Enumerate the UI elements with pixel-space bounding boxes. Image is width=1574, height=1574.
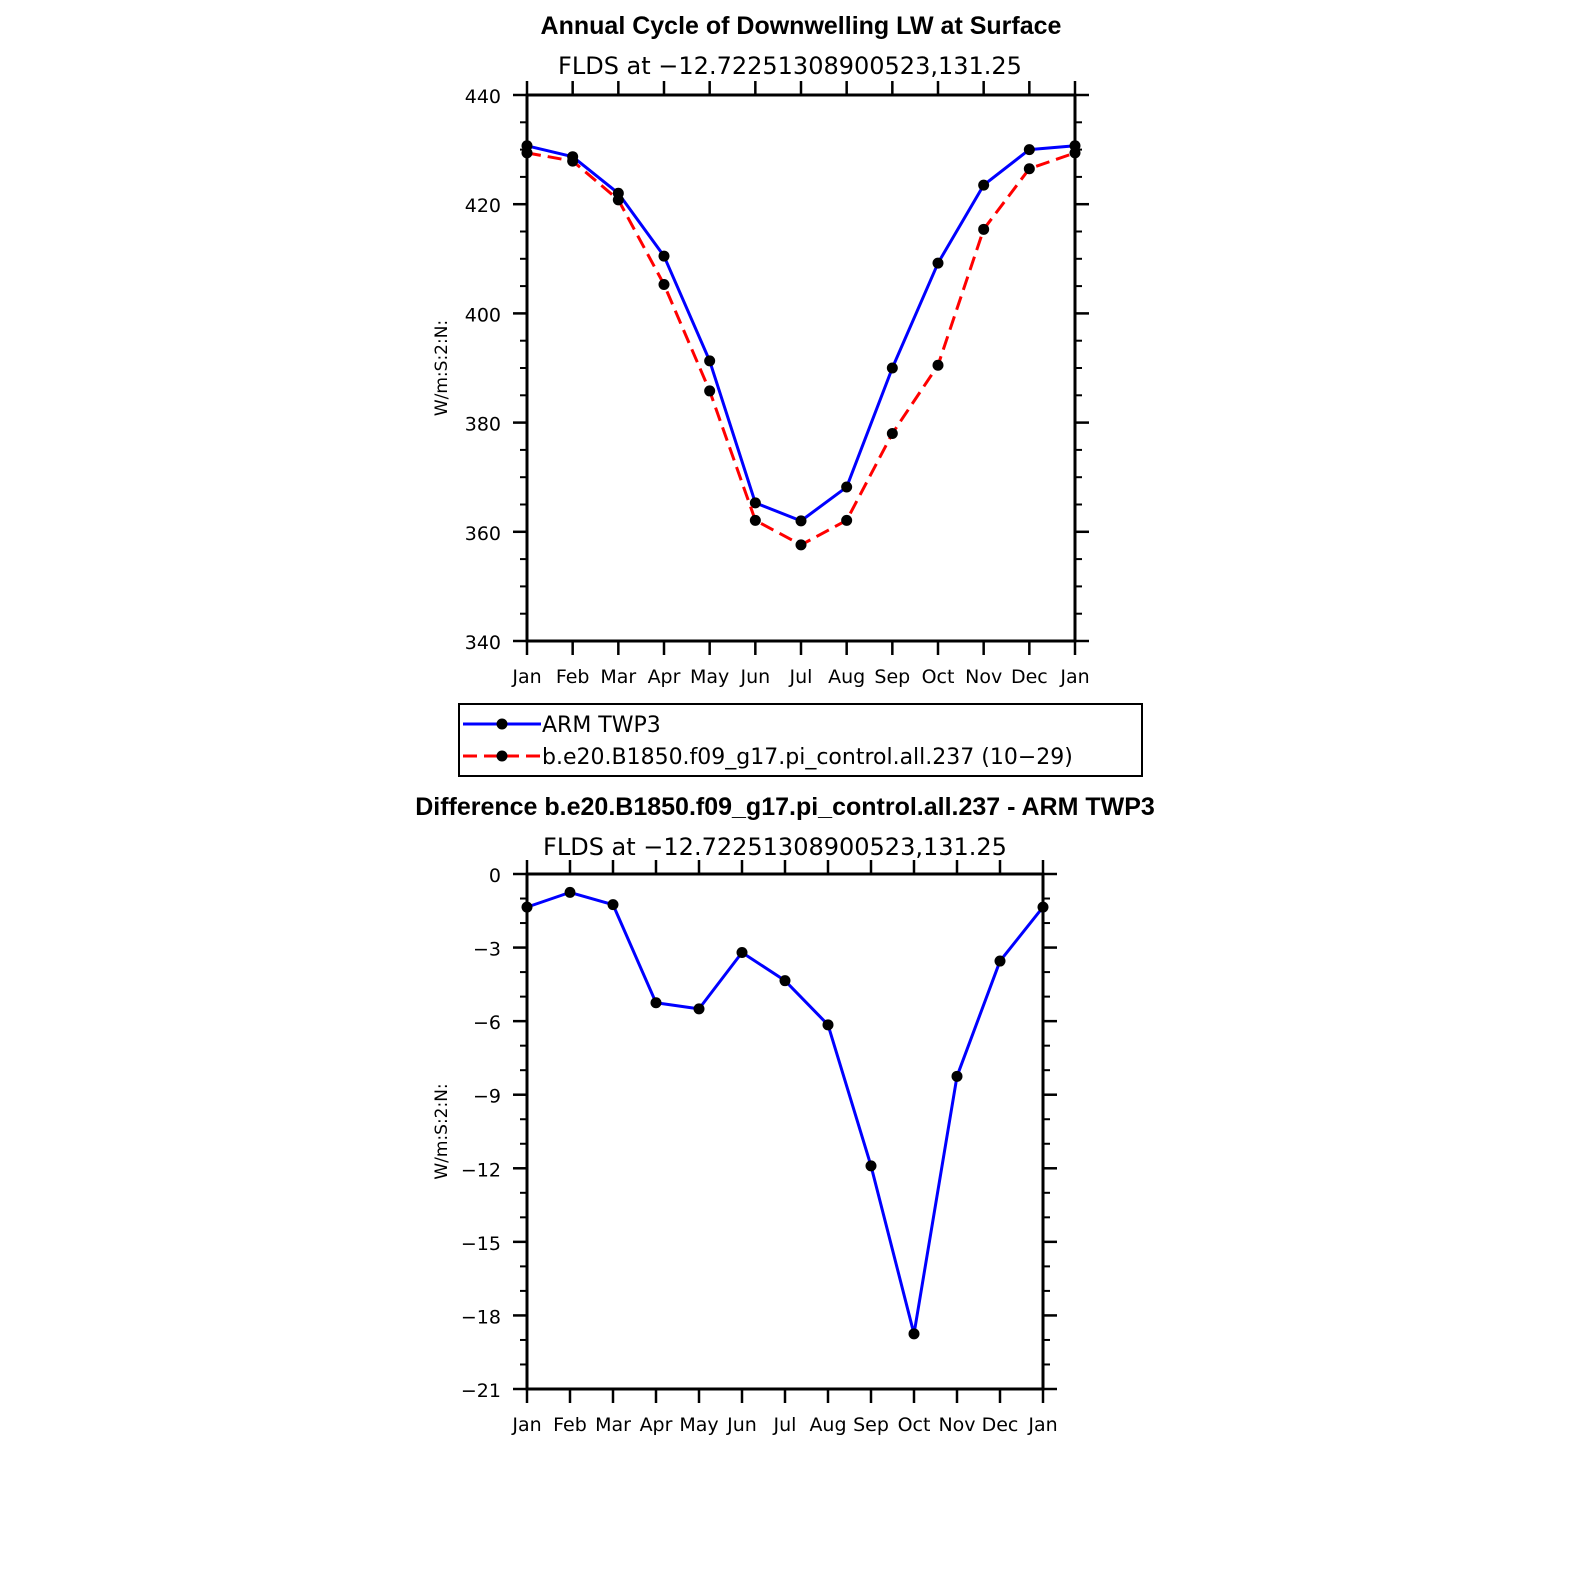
x-tick-label: Jun xyxy=(740,666,771,688)
data-point xyxy=(933,360,944,371)
y-tick-label: −18 xyxy=(460,1306,501,1329)
y-tick-label: 400 xyxy=(464,304,501,327)
x-tick-label: Nov xyxy=(965,666,1003,688)
data-point xyxy=(841,482,852,493)
chart1-plot xyxy=(432,81,1090,688)
x-tick-label: Jan xyxy=(512,1414,542,1436)
data-point xyxy=(796,539,807,550)
data-point xyxy=(565,887,576,898)
data-point xyxy=(608,899,619,910)
x-tick-label: Mar xyxy=(600,666,637,688)
x-tick-label: Oct xyxy=(897,1414,931,1436)
x-tick-label: Apr xyxy=(647,666,681,688)
legend-marker xyxy=(497,751,508,762)
x-tick-label: Nov xyxy=(938,1414,976,1436)
y-tick-label: 340 xyxy=(464,632,501,654)
x-tick-label: Sep xyxy=(874,666,911,688)
y-tick-label: −12 xyxy=(460,1159,501,1182)
y-axis-label: W/m:S:2:N: xyxy=(432,1083,452,1180)
data-point xyxy=(737,947,748,958)
chart2-subtitle: FLDS at −12.72251308900523,131.25 xyxy=(543,833,1007,861)
data-point xyxy=(887,428,898,439)
data-point xyxy=(522,902,533,913)
plot-frame xyxy=(527,874,1043,1389)
y-tick-label: 0 xyxy=(488,865,501,887)
x-tick-label: Jan xyxy=(1060,666,1090,688)
y-tick-label: 380 xyxy=(464,413,501,436)
data-point xyxy=(796,515,807,526)
x-tick-label: Aug xyxy=(809,1414,847,1436)
y-tick-label: −21 xyxy=(460,1380,501,1402)
x-tick-label: Jan xyxy=(1028,1414,1058,1436)
x-tick-label: Sep xyxy=(853,1414,889,1436)
y-tick-label: 440 xyxy=(464,86,501,108)
chart2-title: Difference b.e20.B1850.f09_g17.pi_control.all.237 - ARM TWP3 xyxy=(415,793,1155,821)
x-tick-label: May xyxy=(679,1414,719,1436)
x-tick-label: Aug xyxy=(828,666,866,688)
legend-entry-1: b.e20.B1850.f09_g17.pi_control.all.237 (10−29) xyxy=(542,745,1073,770)
chart2-plot xyxy=(432,860,1058,1436)
y-tick-label: −9 xyxy=(472,1085,501,1108)
x-tick-label: Oct xyxy=(921,666,955,688)
chart1-legend xyxy=(459,704,1142,776)
x-tick-label: Apr xyxy=(639,1414,673,1436)
x-tick-label: Feb xyxy=(553,1414,587,1436)
data-point xyxy=(567,156,578,167)
data-point xyxy=(659,251,670,262)
data-point xyxy=(694,1003,705,1014)
data-point xyxy=(909,1328,920,1339)
data-point xyxy=(823,1019,834,1030)
data-point xyxy=(1038,902,1049,913)
data-point xyxy=(866,1160,877,1171)
y-axis-label: W/m:S:2:N: xyxy=(432,319,452,417)
x-tick-label: May xyxy=(690,666,730,688)
data-point xyxy=(613,194,624,205)
x-tick-label: Jan xyxy=(512,666,542,688)
series-line-1 xyxy=(527,153,1075,545)
chart1-title: Annual Cycle of Downwelling LW at Surface xyxy=(540,12,1062,40)
data-point xyxy=(750,515,761,526)
chart1-subtitle: FLDS at −12.72251308900523,131.25 xyxy=(558,52,1022,80)
y-tick-label: −3 xyxy=(472,938,501,961)
legend-marker xyxy=(497,719,508,730)
x-tick-label: Jun xyxy=(727,1414,757,1436)
y-tick-label: 420 xyxy=(464,195,501,218)
data-point xyxy=(780,975,791,986)
data-point xyxy=(1024,144,1035,155)
data-point xyxy=(704,385,715,396)
y-tick-label: 360 xyxy=(464,522,501,545)
x-tick-label: Feb xyxy=(555,666,590,688)
data-point xyxy=(651,997,662,1008)
series-line-0 xyxy=(527,892,1043,1333)
x-tick-label: Dec xyxy=(981,1414,1019,1436)
data-point xyxy=(659,279,670,290)
data-point xyxy=(952,1071,963,1082)
x-tick-label: Jul xyxy=(773,1414,797,1436)
y-tick-label: −15 xyxy=(460,1232,501,1255)
x-tick-label: Jul xyxy=(789,666,813,688)
data-point xyxy=(704,355,715,366)
data-point xyxy=(1070,147,1081,158)
data-point xyxy=(841,515,852,526)
data-point xyxy=(887,363,898,374)
data-point xyxy=(978,180,989,191)
data-point xyxy=(1024,163,1035,174)
y-tick-label: −6 xyxy=(472,1012,501,1035)
data-point xyxy=(995,956,1006,967)
legend-entry-0: ARM TWP3 xyxy=(542,713,661,738)
data-point xyxy=(522,147,533,158)
data-point xyxy=(933,258,944,269)
x-tick-label: Dec xyxy=(1010,666,1048,688)
series-line-0 xyxy=(527,146,1075,521)
x-tick-label: Mar xyxy=(595,1414,631,1436)
data-point xyxy=(978,224,989,235)
